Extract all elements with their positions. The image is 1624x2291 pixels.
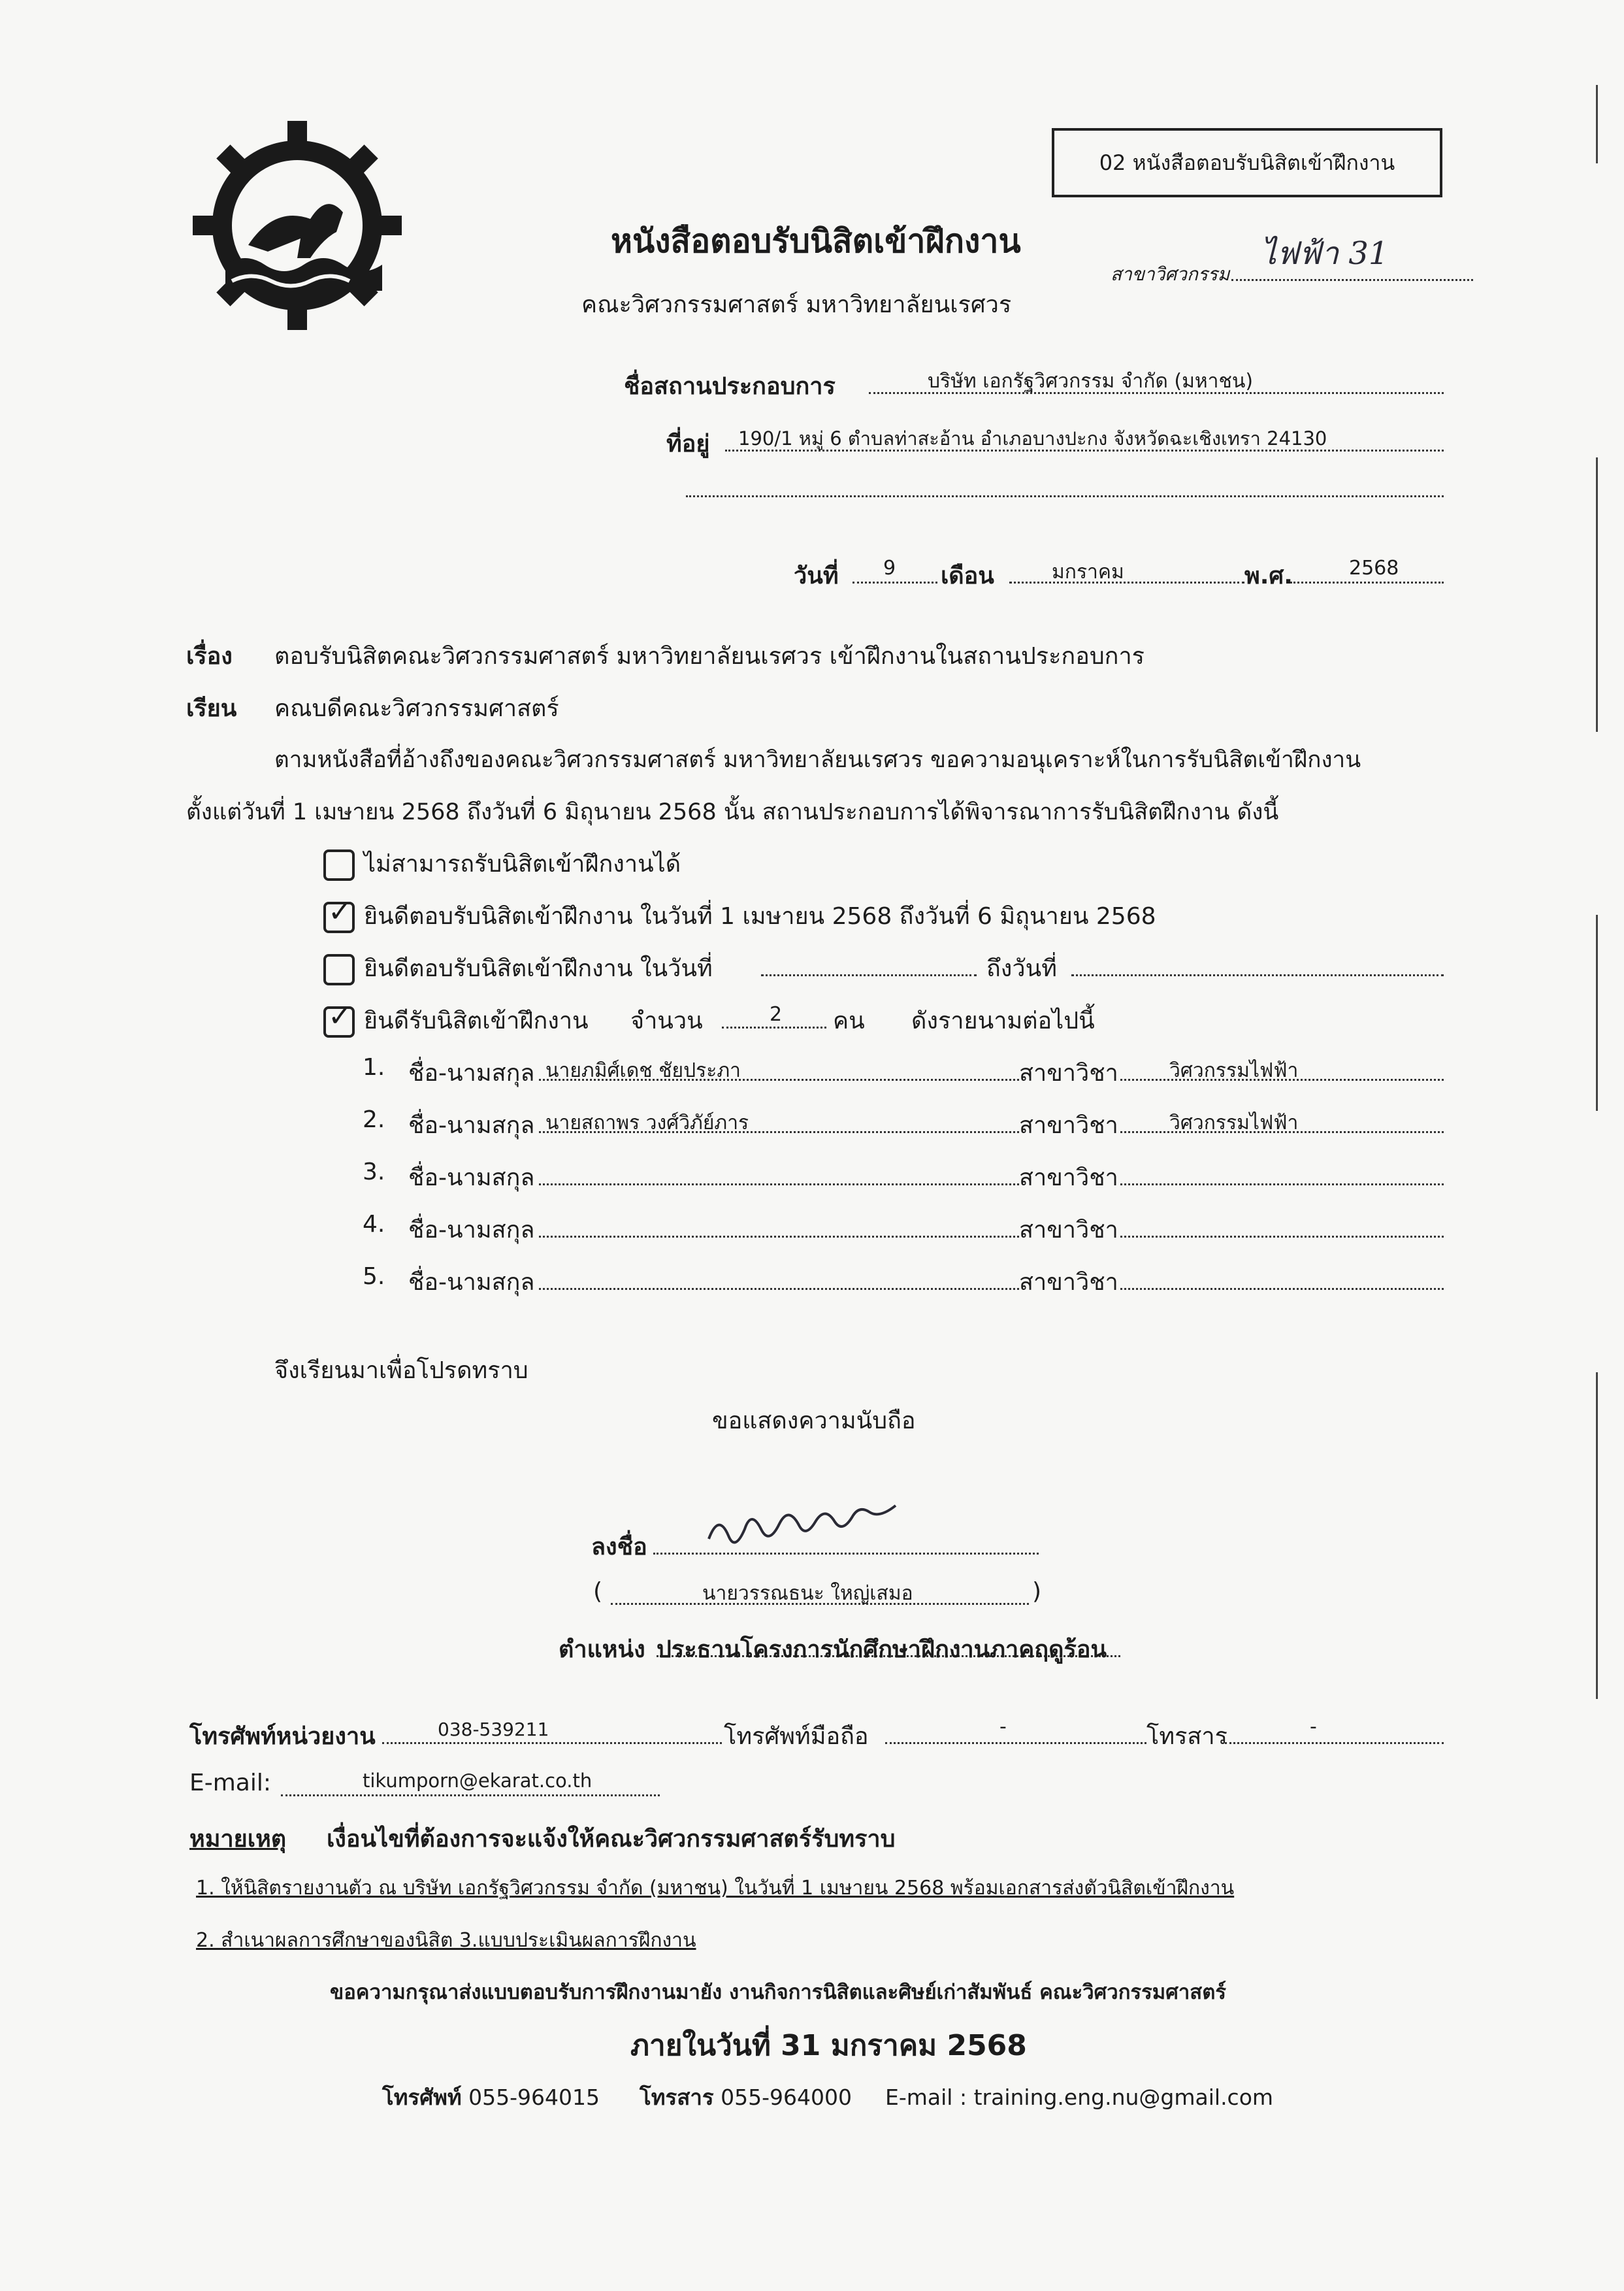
date-year-label: พ.ศ. [1244,563,1293,589]
option-accept-full[interactable] [323,897,1156,934]
student-name-label: ชื่อ-นามสกุล [408,1269,535,1296]
address-line-2 [686,495,1444,497]
mobile-line [885,1742,1146,1744]
fax-line [1225,1742,1444,1744]
footer-request: ขอความกรุณาส่งแบบตอบรับการฝึกงานมายัง งานกิจการนิสิตและศิษย์เก่าสัมพันธ์ คณะวิศวกรรมศาสตร์ [330,1981,1227,2004]
closing-regards: ขอแสดงความนับถือ [712,1408,916,1434]
footer-phone-label: โทรศัพท์ [382,2085,462,2110]
option-accept-count-label: ยินดีรับนิสิตเข้าฝึกงาน [364,1008,589,1034]
major-handwritten: ไฟฟ้า 31 [1261,235,1389,272]
option-accept-range-checkbox[interactable] [323,954,355,985]
form-code-box: 02 หนังสือตอบรับนิสิตเข้าฝึกงาน [1052,128,1442,197]
footer-email-label: E-mail : [885,2085,967,2110]
notes-line-1: 1. ให้นิสิตรายงานตัว ณ บริษัท เอกรัฐวิศวกรรม จำกัด (มหาชน) ในวันที่ 1 เมษายน 2568 พร้อมเอกสารส่งตัวนิสิตเข้าฝึกงาน [196,1877,1235,1900]
subject-label: เรื่อง [186,643,233,670]
count-line [722,1027,826,1029]
option-decline[interactable] [323,845,681,882]
signer-name: นายวรรณธนะ ใหญ่เสมอ [702,1582,913,1605]
student-major-label: สาขาวิชา [1019,1269,1118,1296]
option-accept-count-checkbox[interactable] [323,1000,355,1038]
student-name-label: ชื่อ-นามสกุล [408,1060,535,1087]
student-major-line [1120,1288,1444,1290]
email-line [281,1794,660,1796]
student-major-label: สาขาวิชา [1019,1112,1118,1139]
signer-paren-close: ) [1032,1578,1042,1605]
student-major-label: สาขาวิชา [1019,1060,1118,1087]
scan-edge-line [1596,915,1598,1111]
option-accept-full-checkbox[interactable] [323,895,355,933]
student-name-label: ชื่อ-นามสกุล [408,1112,535,1139]
sign-label: ลงชื่อ [591,1534,647,1560]
student-name-label: ชื่อ-นามสกุล [408,1164,535,1191]
fax-label: โทรสาร [1146,1723,1227,1750]
faculty-logo-icon [186,114,408,337]
date-day-line [853,582,937,584]
scan-edge-line [1596,1372,1598,1699]
unit-phone: 038-539211 [438,1719,549,1740]
subject-text: ตอบรับนิสิตคณะวิศวกรรมศาสตร์ มหาวิทยาลัยนเรศวร เข้าฝึกงานในสถานประกอบการ [274,643,1145,670]
mobile-label: โทรศัพท์มือถือ [724,1723,869,1750]
footer-email[interactable]: training.eng.nu@gmail.com [973,2085,1274,2110]
to-label: เรียน [186,695,237,722]
signature-icon [702,1503,911,1555]
option-accept-full-label: ยินดีตอบรับนิสิตเข้าฝึกงาน ในวันที่ 1 เมษายน 2568 ถึงวันที่ 6 มิถุนายน 2568 [364,903,1156,930]
option-decline-checkbox[interactable] [323,849,355,881]
student-num: 4. [363,1211,385,1238]
student-major-label: สาขาวิชา [1019,1164,1118,1191]
address-value: 190/1 หมู่ 6 ตำบลท่าสะอ้าน อำเภอบางปะกง จังหวัดฉะเชิงเทรา 24130 [738,427,1327,450]
student-name: นายสถาพร วงศ์วิภัย์ภาร [545,1112,749,1134]
student-name: นายภมิศ์เดช ชัยประภา [545,1059,741,1082]
email-label: E-mail: [189,1770,271,1796]
company-name-value: บริษัท เอกรัฐวิศวกรรม จำกัด (มหาชน) [928,370,1254,393]
footer-contact [382,2080,1273,2115]
unit-phone-label: โทรศัพท์หน่วยงาน [189,1723,376,1750]
major-label: สาขาวิศวกรรม [1111,263,1230,285]
option-accept-range[interactable] [323,949,713,987]
body-line-1: ตามหนังสือที่อ้างถึงของคณะวิศวกรรมศาสตร์ มหาวิทยาลัยนเรศวร ขอความอนุเคราะห์ในการรับนิสิตเข้าฝึกงาน [274,747,1361,773]
closing-inform: จึงเรียนมาเพื่อโปรดทราบ [274,1357,528,1384]
date-day: 9 [883,557,896,580]
unit-phone-line [382,1742,722,1744]
footer-phone: 055-964015 [468,2085,600,2110]
page-subtitle: คณะวิศวกรรมศาสตร์ มหาวิทยาลัยนเรศวร [581,291,1012,318]
student-num: 3. [363,1159,385,1185]
student-name-label: ชื่อ-นามสกุล [408,1217,535,1244]
student-major-label: สาขาวิชา [1019,1217,1118,1244]
count-unit: คน [833,1008,865,1034]
scan-edge-line [1596,85,1598,163]
option-accept-count[interactable] [323,1002,589,1039]
student-major: วิศวกรรมไฟฟ้า [1169,1112,1299,1134]
option-range-to-label: ถึงวันที่ [986,955,1057,982]
date-year: 2568 [1349,557,1399,580]
email-value: tikumporn@ekarat.co.th [363,1770,593,1792]
student-name-line [539,1183,1019,1185]
to-text: คณบดีคณะวิศวกรรมศาสตร์ [274,695,559,722]
student-name-line [539,1288,1019,1290]
option-range-from-line [761,974,977,976]
check-mark-icon: ✓ [328,1000,352,1033]
student-num: 5. [363,1263,385,1290]
address-label: ที่อยู่ [666,431,710,457]
notes-heading: เงื่อนไขที่ต้องการจะแจ้งให้คณะวิศวกรรมศาสตร์รับทราบ [327,1826,896,1853]
option-accept-range-label: ยินดีตอบรับนิสิตเข้าฝึกงาน ในวันที่ [364,955,713,982]
scan-edge-line [1596,457,1598,732]
count-label: จำนวน [630,1008,703,1034]
footer-deadline: ภายในวันที่ 31 มกราคม 2568 [630,2029,1027,2062]
student-name-line [539,1236,1019,1238]
count-value: 2 [770,1003,783,1026]
student-major: วิศวกรรมไฟฟ้า [1169,1059,1299,1082]
date-month-line [1009,582,1244,584]
position-value: ประธานโครงการนักศึกษาฝึกงานภาคฤดูร้อน [657,1636,1107,1663]
footer-fax-label: โทรสาร [640,2085,714,2110]
fax-value: - [1310,1715,1317,1738]
date-month-label: เดือน [941,563,994,589]
date-month: มกราคม [1052,561,1124,584]
student-major-line [1120,1183,1444,1185]
option-decline-label: ไม่สามารถรับนิสิตเข้าฝึกงานได้ [364,851,681,878]
notes-line-2: 2. สำเนาผลการศึกษาของนิสิต 3.แบบประเมินผลการฝึกงาน [196,1929,696,1952]
student-major-line [1120,1236,1444,1238]
mobile-value: - [999,1715,1007,1738]
notes-label: หมายเหตุ [189,1826,287,1853]
body-line-2: ตั้งแต่วันที่ 1 เมษายน 2568 ถึงวันที่ 6 มิถุนายน 2568 นั้น สถานประกอบการได้พิจารณาการรับนิสิตฝึกงาน ดังนี้ [186,799,1279,825]
date-year-line [1290,582,1444,584]
option-range-to-line [1071,974,1444,976]
check-mark-icon: ✓ [328,895,352,929]
page-title: หนังสือตอบรับนิสิตเข้าฝึกงาน [611,222,1021,260]
student-num: 1. [363,1054,385,1081]
date-day-label: วันที่ [794,563,839,589]
position-label: ตำแหน่ง [559,1636,645,1663]
student-num: 2. [363,1106,385,1133]
signer-paren-open: ( [593,1578,603,1605]
company-name-label: ชื่อสถานประกอบการ [624,373,836,400]
footer-fax: 055-964000 [721,2085,853,2110]
count-suffix: ดังรายนามต่อไปนี้ [911,1008,1095,1034]
